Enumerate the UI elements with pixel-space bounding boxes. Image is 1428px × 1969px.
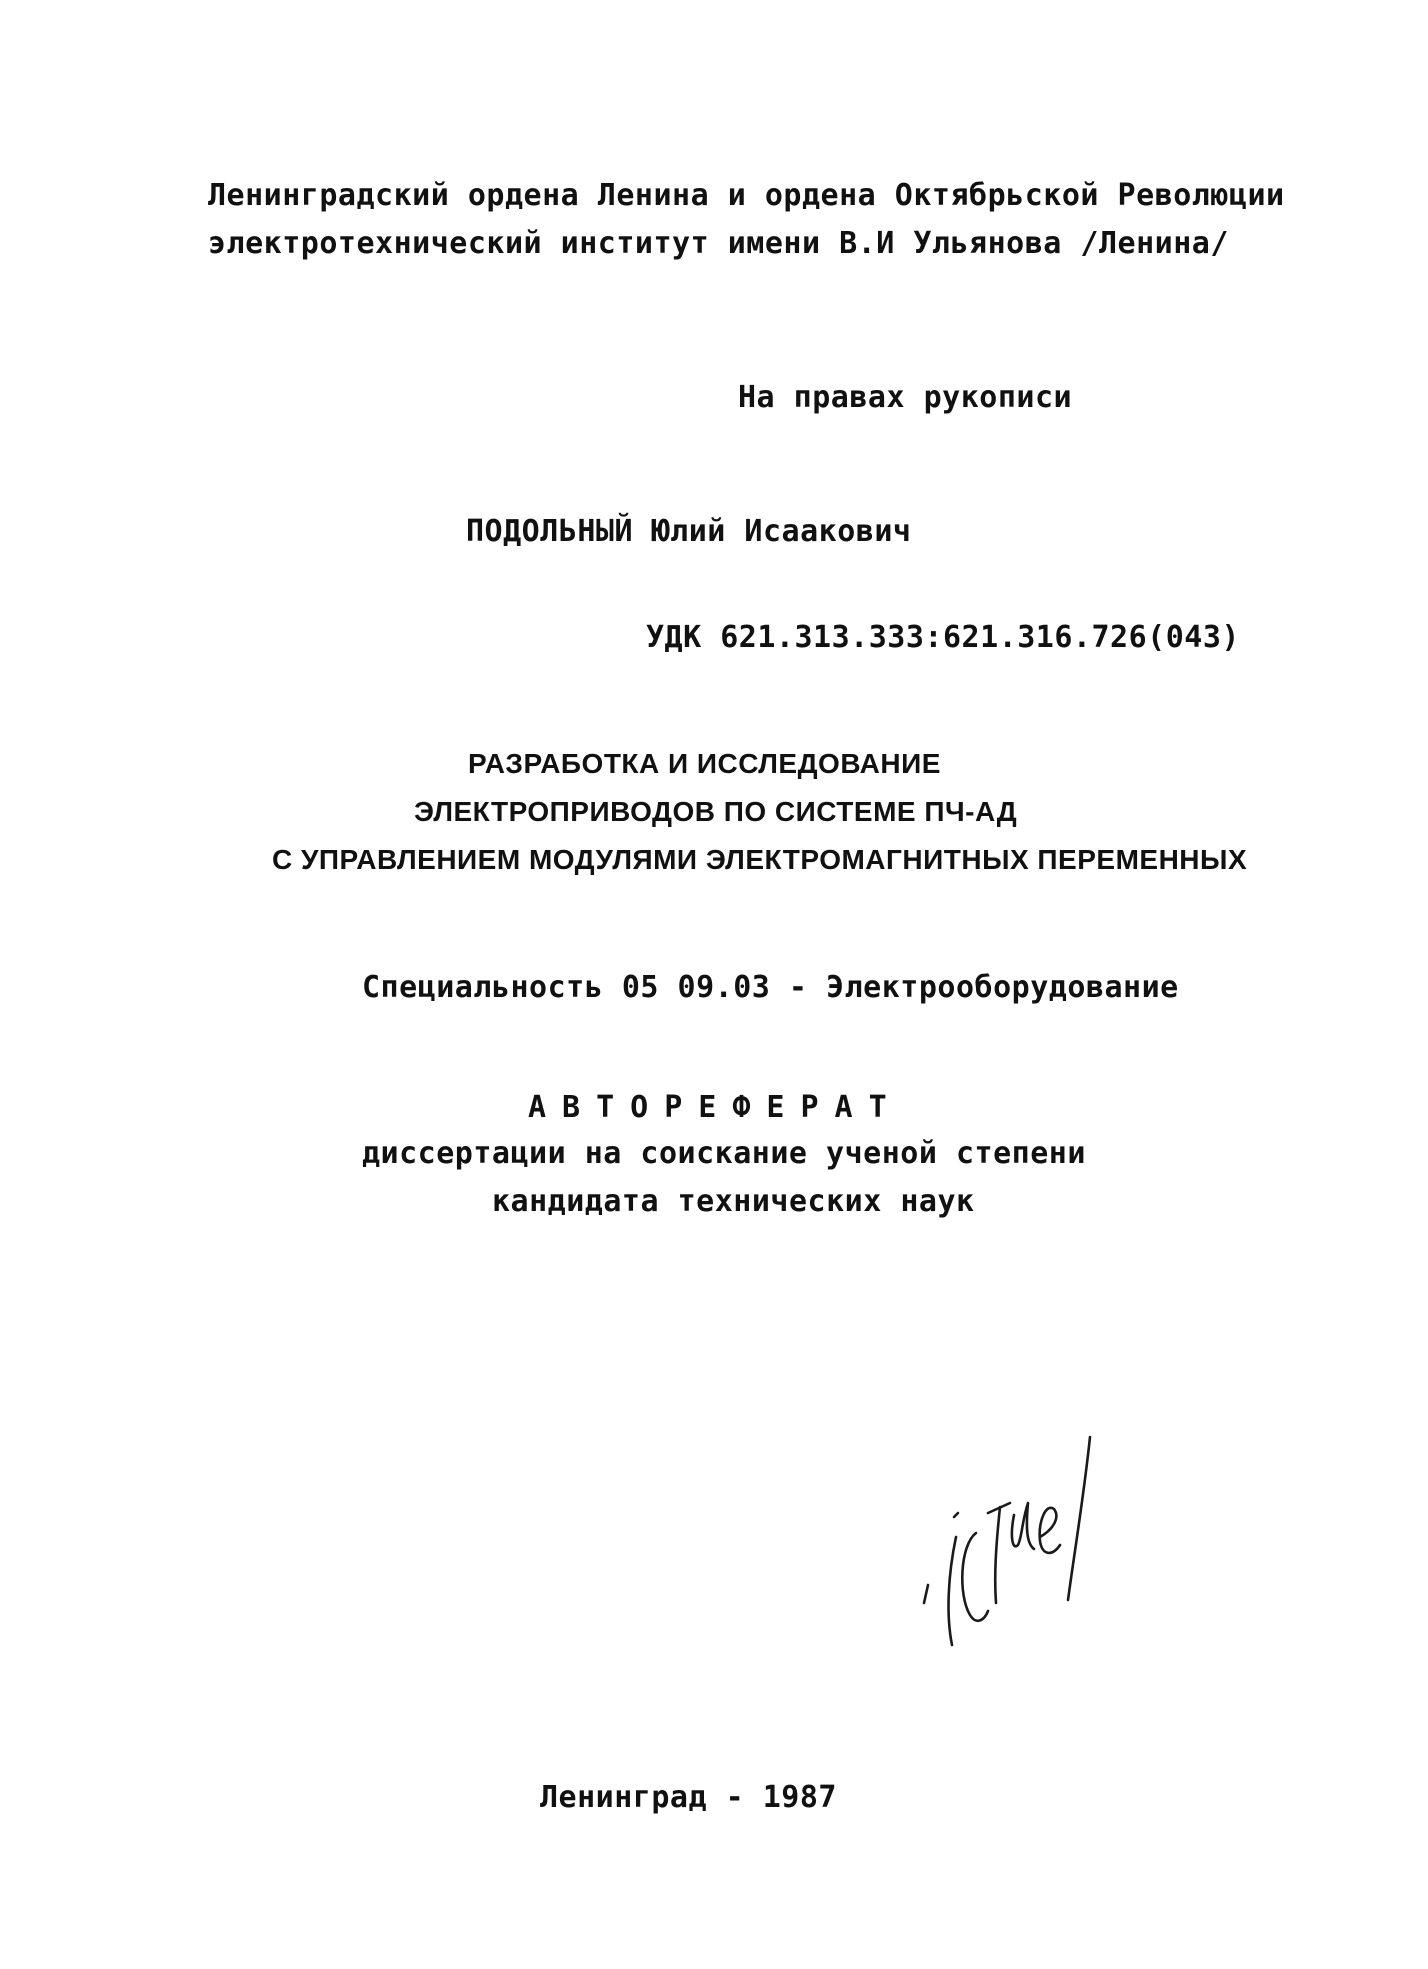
abstract-line-2: кандидата технических наук bbox=[492, 1184, 975, 1219]
title-line-2: ЭЛЕКТРОПРИВОДОВ ПО СИСТЕМЕ ПЧ-АД bbox=[414, 796, 1018, 827]
abstract-line-1: диссертации на соискание ученой степени bbox=[362, 1136, 1086, 1171]
footer-city-year: Ленинград - 1987 bbox=[540, 1780, 837, 1815]
udc-code: УДК 621.313.333:621.316.726(043) bbox=[646, 620, 1240, 655]
handwritten-signature bbox=[918, 1425, 1098, 1660]
specialty-line: Специальность 05 09.03 - Электрооборудование bbox=[362, 970, 1179, 1005]
author-name: ПОДОЛЬНЫЙ Юлий Исаакович bbox=[466, 514, 912, 549]
abstract-heading: АВТОРЕФЕРАТ bbox=[528, 1090, 903, 1125]
title-line-1: РАЗРАБОТКА И ИССЛЕДОВАНИЕ bbox=[468, 748, 941, 779]
rights-note: На правах рукописи bbox=[738, 380, 1073, 415]
institution-line-1: Ленинградский ордена Ленина и ордена Октябрьской Революции bbox=[208, 178, 1285, 213]
institution-line-2: электротехнический институт имени В.И Ульянова /Ленина/ bbox=[208, 226, 1229, 261]
title-line-3: С УПРАВЛЕНИЕМ МОДУЛЯМИ ЭЛЕКТРОМАГНИТНЫХ ПЕРЕМЕННЫХ bbox=[272, 844, 1248, 875]
